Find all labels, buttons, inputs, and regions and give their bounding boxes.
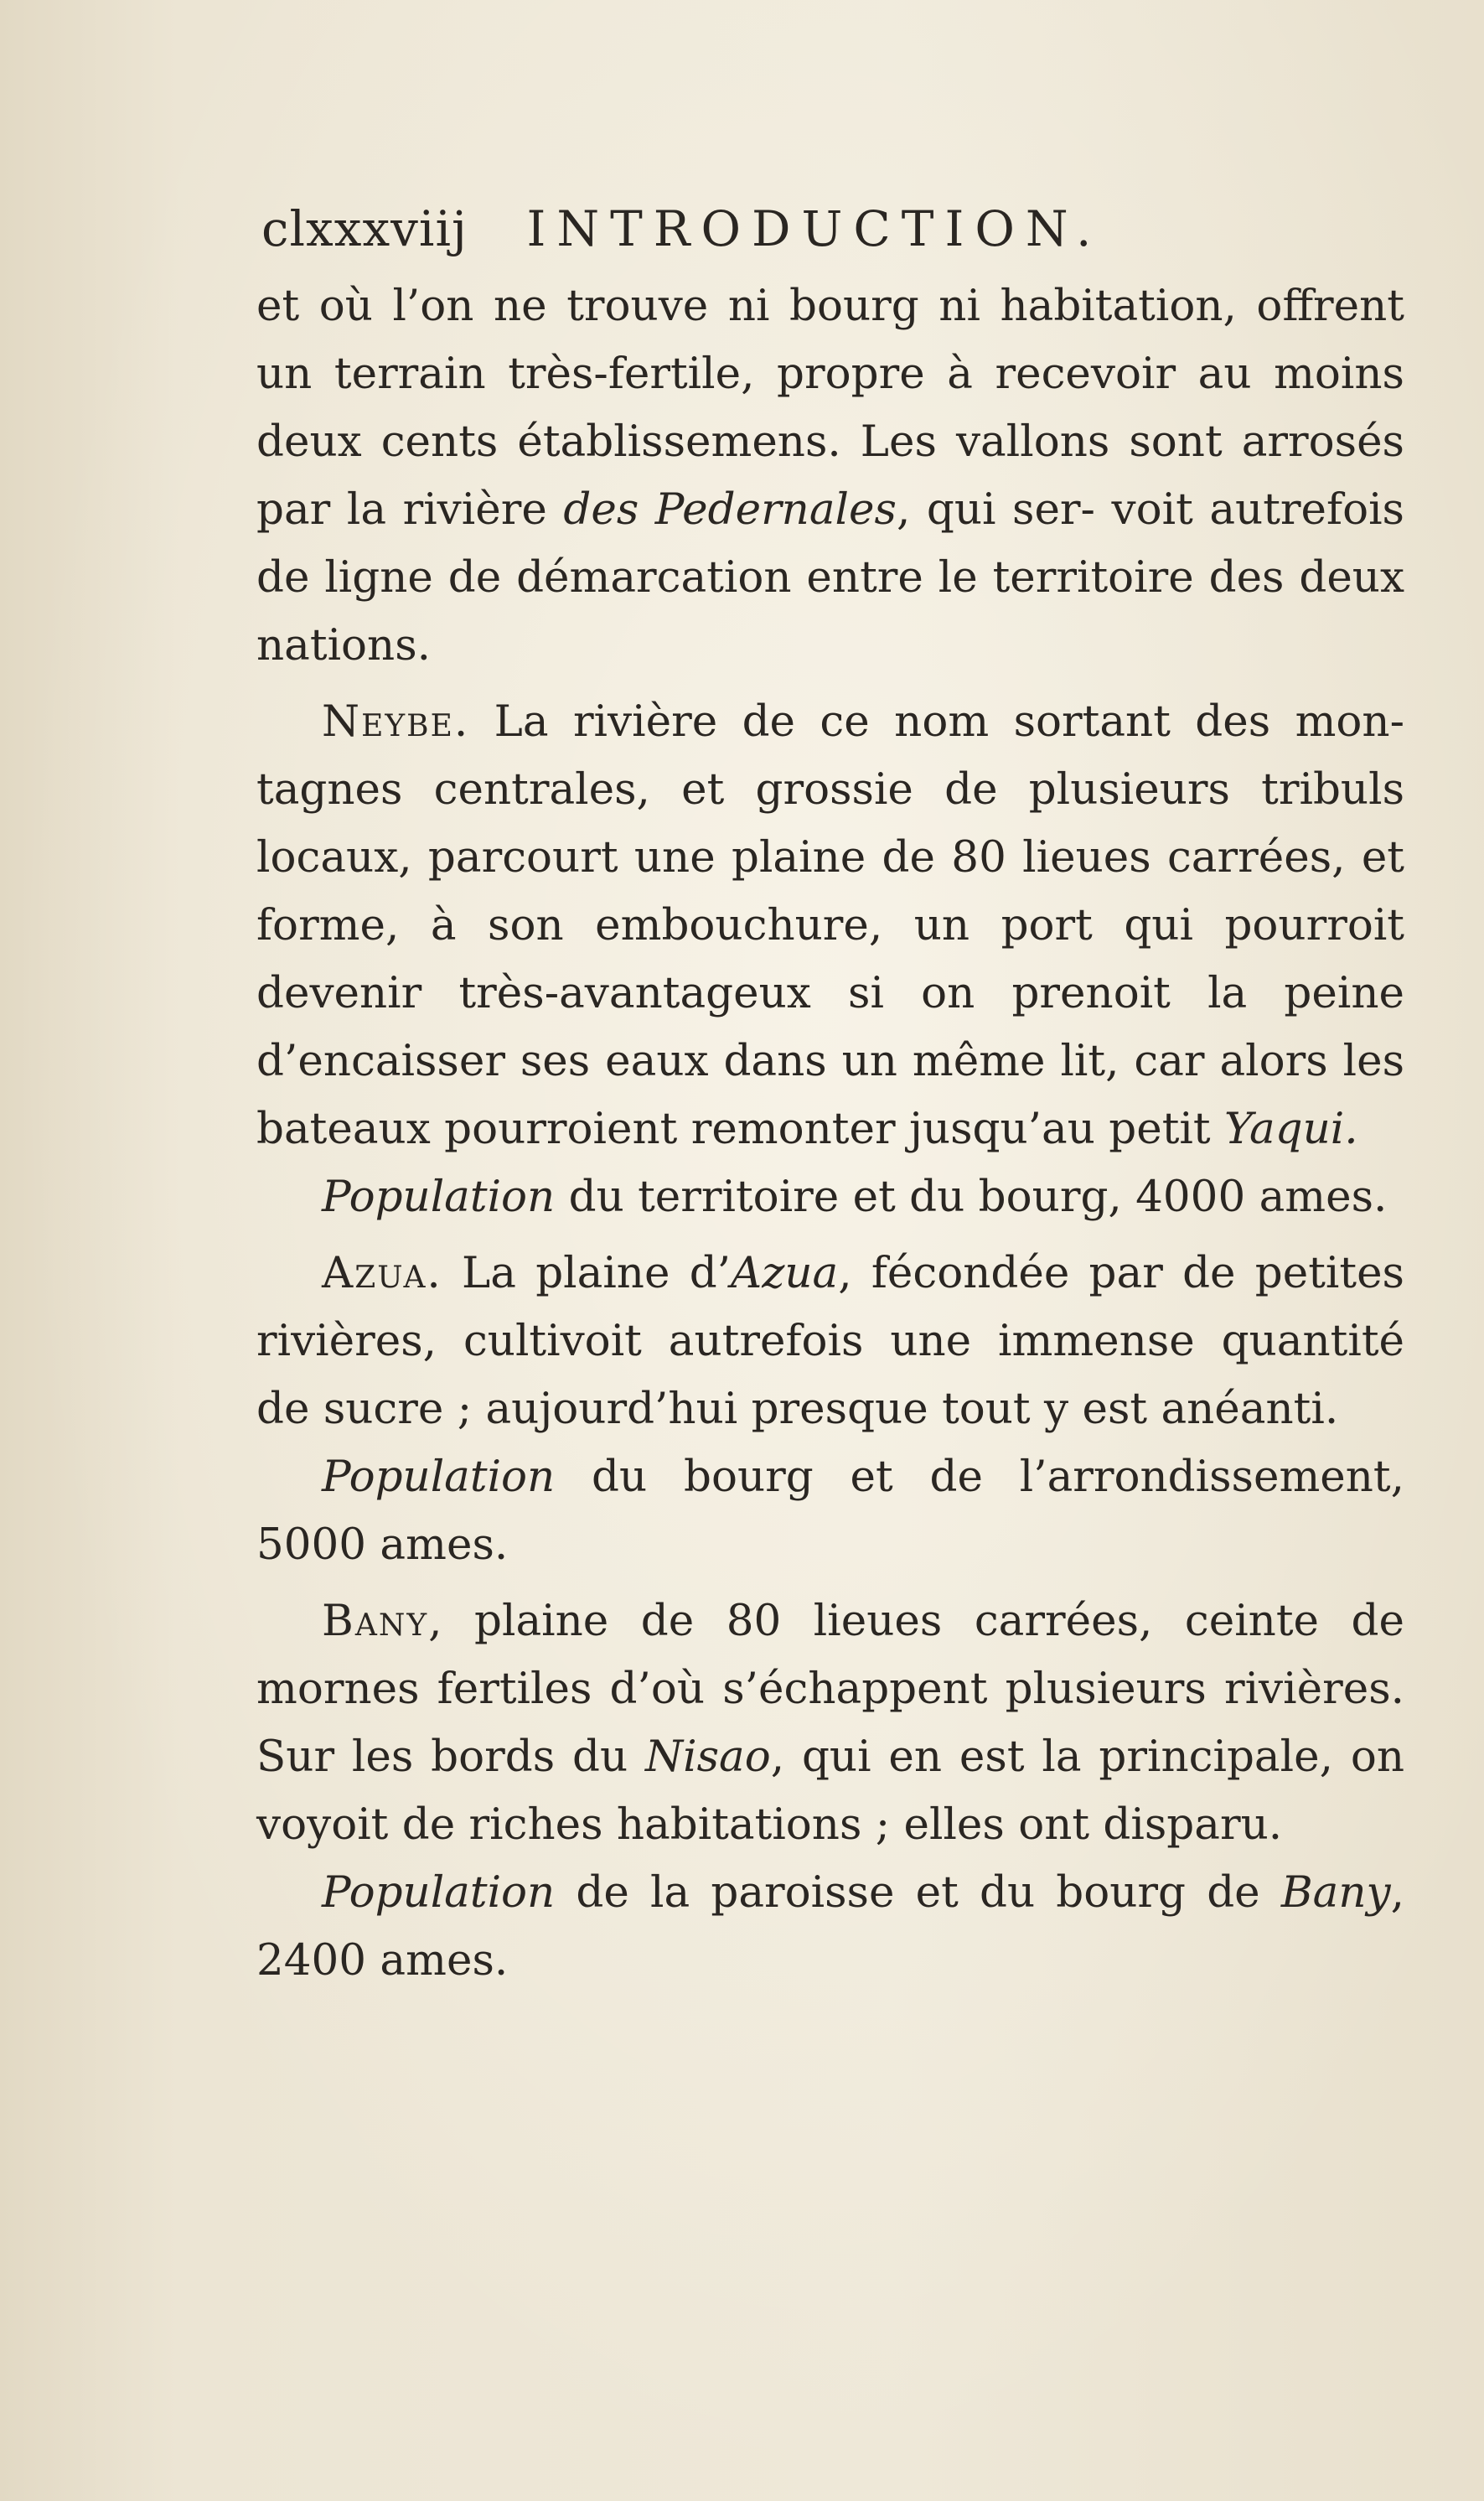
page-number: clxxxviij <box>261 200 468 257</box>
paragraph-neybe <box>256 688 1404 1163</box>
place-name: Yaqui. <box>1223 1104 1358 1154</box>
paragraph-text: , fécondée par de petites rivières, cultivoit autrefois une immense quantité de sucre ; aujourd’hui presque tout y est anéanti. <box>256 1248 1404 1434</box>
paragraph-continued <box>256 272 1404 680</box>
place-name: Bany <box>1280 1867 1391 1918</box>
paragraph-bany <box>256 1587 1404 1859</box>
paragraph-population-bany <box>256 1859 1404 1995</box>
population-lead: Population <box>322 1172 556 1222</box>
page-header <box>261 191 1200 267</box>
place-name: Azua <box>731 1248 839 1298</box>
body-text <box>256 272 1404 1995</box>
paragraph-text: La plaine d’ <box>442 1248 732 1298</box>
text-line: et où l’on ne trouve ni bourg ni habitation, offrent <box>256 281 1404 331</box>
paragraph-population-azua <box>256 1443 1404 1579</box>
river-name: des Pedernales <box>563 484 897 535</box>
text-line: voit autrefois de ligne de démarcation entre le <box>256 484 1404 603</box>
section-lead: Neybe. <box>322 696 470 747</box>
text-line: , qui ser- <box>896 484 1095 535</box>
paragraph-text: du territoire et du bourg, 4000 ames. <box>555 1172 1388 1222</box>
paragraph-text: du bourg et de l’arrondissement, 5000 ames. <box>256 1452 1404 1570</box>
paragraph-text: , 2400 ames. <box>256 1867 1404 1986</box>
text-line: moins deux cents établissemens. Les vallons sont <box>256 349 1404 467</box>
paragraph-text: , plaine de 80 lieues carrées, ceinte de mornes fertiles d’où s’échappent plusieurs rivières. Sur les bords du <box>256 1596 1404 1782</box>
population-lead: Population <box>322 1867 556 1918</box>
river-name: Nisao <box>645 1732 771 1782</box>
text-line: un terrain très-fertile, propre à recevoir au <box>256 349 1252 399</box>
paragraph-azua <box>256 1240 1404 1443</box>
section-lead: Azua. <box>322 1248 442 1298</box>
text-line: territoire des deux nations. <box>256 552 1405 671</box>
population-lead: Population <box>322 1452 556 1502</box>
section-lead: Bany <box>322 1596 429 1646</box>
running-title: INTRODUCTION. <box>526 200 1103 257</box>
paragraph-population-neybe <box>256 1163 1404 1231</box>
paragraph-text: de la paroisse et du bourg de <box>555 1867 1281 1918</box>
text-line: arrosés par la rivière <box>256 417 1404 535</box>
paragraph-text: , qui en est la principale, on voyoit de riches habitations ; elles ont disparu. <box>256 1732 1404 1850</box>
paragraph-text: La rivière de ce nom sortant des mon-tagnes centrales, et grossie de plusieurs tribuls locaux, parcourt une plaine de 80 lieues carrées, et forme, à son embouchure, un port qui pourroit devenir très-avantageux si on prenoit la peine d’encaisser ses eaux dans un même lit, car alors les bateaux pourroient remonter jusqu’au petit <box>256 696 1404 1154</box>
